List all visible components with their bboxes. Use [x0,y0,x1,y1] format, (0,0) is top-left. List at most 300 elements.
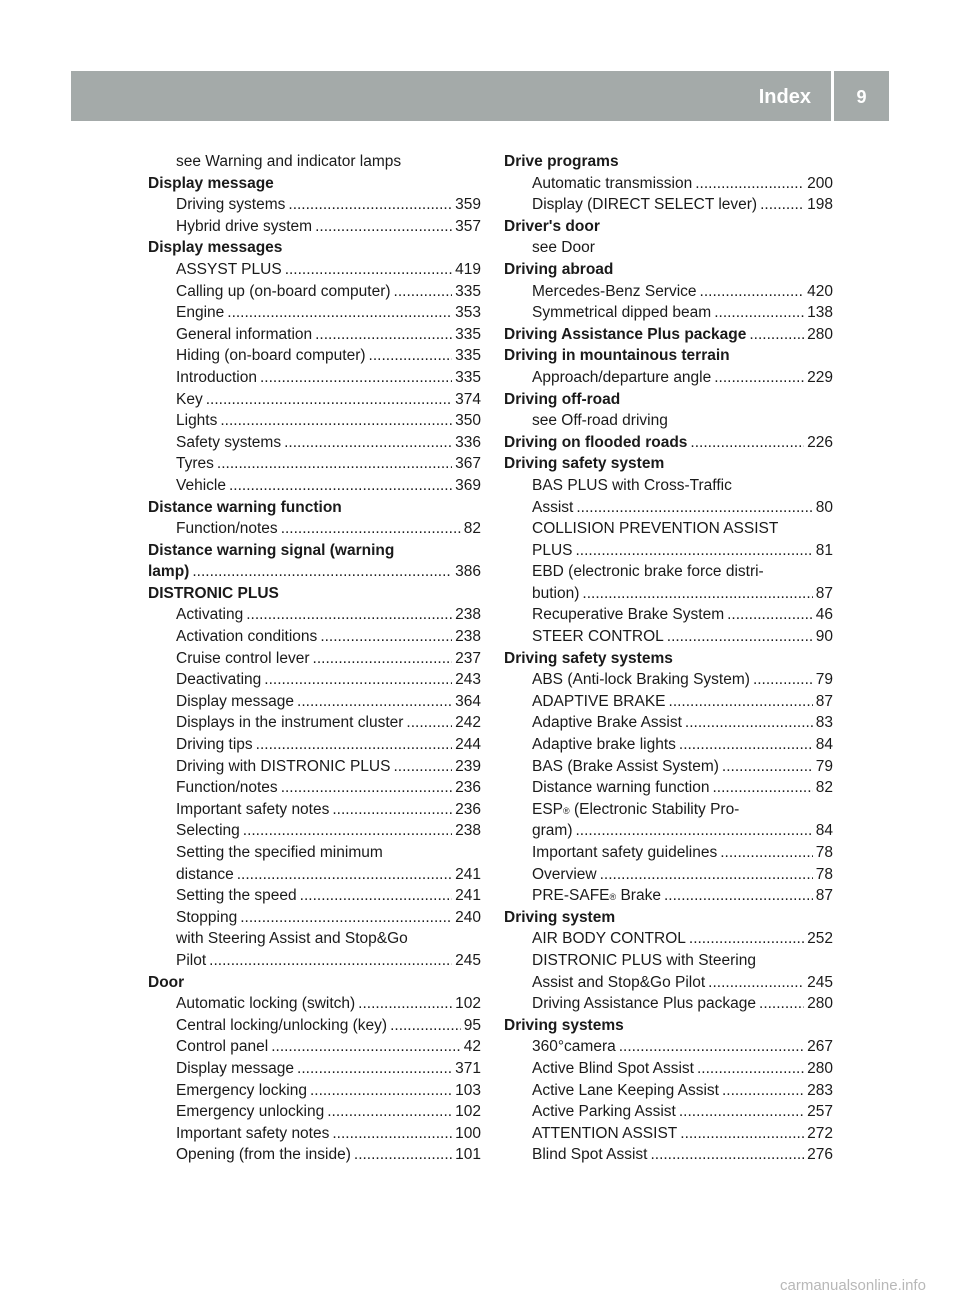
entry-text: Driving tips [176,736,253,754]
page-ref: 276 [807,1146,833,1164]
entry-text: Important safety notes [176,800,330,818]
entry-text: Driving abroad [504,260,614,278]
entry-text: Mercedes-Benz Service [532,282,697,300]
leader-dots [220,410,452,432]
page-ref: 283 [807,1081,833,1099]
index-entry [504,712,833,734]
index-entry [148,281,481,303]
entry-text: Driving system [504,908,616,926]
index-heading [148,497,481,519]
page-ref: 226 [807,433,833,451]
index-heading [148,237,481,259]
leader-dots [727,604,813,626]
leader-dots [297,1058,452,1080]
index-entry [504,820,833,842]
entry-text: Display (DIRECT SELECT lever) [532,196,758,214]
page-number: 9 [856,87,867,107]
index-entry [148,1123,481,1145]
page-ref: 78 [815,844,833,861]
entry-text: Safety systems [176,433,282,451]
leader-dots [664,885,813,907]
page-ref: 335 [455,347,481,365]
index-heading [504,432,833,454]
entry-text: PRE-SAFE [532,887,610,905]
page-ref: 87 [815,584,833,602]
entry-text: Function/notes [176,520,278,538]
leader-dots [669,691,813,713]
page-ref: 90 [815,628,833,646]
leader-dots [685,712,813,734]
index-entry [504,842,833,864]
index-entry [148,777,481,799]
page-ref: 420 [807,282,833,300]
leader-dots [240,907,452,929]
page-ref: 87 [815,887,833,905]
index-heading [504,345,833,367]
leader-dots [256,734,452,756]
entry-text: bution) [532,584,580,602]
index-heading [148,173,481,195]
index-entry [148,1144,481,1166]
entry-text: Adaptive brake lights [532,736,676,754]
index-entry [148,259,481,281]
index-entry [148,302,481,324]
entry-text: Important safety guidelines [532,844,718,861]
entry-text: with Steering Assist and Stop&Go [176,930,408,948]
leader-dots [722,756,813,778]
page-ref: 239 [455,757,481,775]
page-ref: 138 [807,304,833,322]
page-ref: 369 [455,476,481,494]
index-entry [148,475,481,497]
index-heading [148,972,481,994]
leader-dots [227,302,452,324]
page-ref: 237 [455,649,481,667]
page-ref: 198 [807,196,833,214]
index-entry [504,950,833,972]
leader-dots [697,1058,804,1080]
leader-dots [393,756,452,778]
leader-dots [300,885,452,907]
page-ref: 200 [807,174,833,192]
entry-text: Key [176,390,203,408]
leader-dots [406,712,452,734]
entry-text: Overview [532,865,597,883]
entry-text: Symmetrical dipped beam [532,304,712,322]
leader-dots [217,453,452,475]
index-heading [504,453,833,475]
index-entry [148,993,481,1015]
entry-text: Vehicle [176,476,226,494]
page-ref: 374 [455,390,481,408]
page-ref: 79 [815,671,833,689]
entry-text: Assist and Stop&Go Pilot [532,973,706,991]
leader-dots [753,669,813,691]
page-ref: 419 [455,260,481,278]
leader-dots [722,1080,804,1102]
leader-dots [284,432,452,454]
leader-dots [332,1123,452,1145]
page-ref: 46 [815,606,833,624]
entry-text: ESP [532,800,564,818]
leader-dots [271,1036,461,1058]
entry-text: Lights [176,412,218,430]
index-heading [504,151,833,173]
entry-text-cont: Brake [616,887,661,905]
leader-dots [246,604,452,626]
index-entry [148,648,481,670]
entry-text: Driving Assistance Plus package [504,325,747,343]
page-ref: 335 [455,325,481,343]
index-heading [504,907,833,929]
index-heading [504,389,833,411]
entry-text: Setting the speed [176,887,297,905]
page-ref: 238 [455,606,481,624]
entry-text: AIR BODY CONTROL [532,930,686,948]
leader-dots [260,367,452,389]
page-ref: 364 [455,692,481,710]
entry-text: PLUS [532,541,573,559]
page-ref: 353 [455,304,481,322]
index-entry [504,194,833,216]
page-ref: 87 [815,692,833,710]
page-ref: 82 [815,779,833,797]
index-entry [504,972,833,994]
leader-dots [288,194,452,216]
leader-dots [315,324,452,346]
entry-text: Control panel [176,1038,269,1056]
leader-dots [650,1144,804,1166]
index-entry [504,604,833,626]
index-entry [504,1144,833,1166]
index-entry [504,734,833,756]
entry-text: BAS (Brake Assist System) [532,757,719,775]
index-entry [504,626,833,648]
leader-dots [320,626,452,648]
entry-text: Automatic transmission [532,174,693,192]
page-ref: 280 [807,1059,833,1077]
index-heading [504,648,833,670]
page-ref: 350 [455,412,481,430]
leader-dots [667,626,813,648]
entry-text: Recuperative Brake System [532,606,725,624]
entry-text: DISTRONIC PLUS [148,584,279,602]
page-ref: 272 [807,1124,833,1142]
leader-dots [576,540,813,562]
section-title: Index [758,86,811,108]
leader-dots [369,345,453,367]
entry-text: Hiding (on-board computer) [176,347,366,365]
entry-text: Active Parking Assist [532,1103,676,1121]
page-ref: 242 [455,714,481,732]
leader-dots [332,799,452,821]
page-ref: 240 [455,908,481,926]
entry-text: Tyres [176,455,214,473]
entry-text: Stopping [176,908,238,926]
index-entry [504,756,833,778]
page-ref: 371 [455,1059,481,1077]
index-entry [148,432,481,454]
index-entry [504,173,833,195]
index-entry [504,1058,833,1080]
entry-text: Displays in the instrument cluster [176,714,404,732]
leader-dots [243,820,452,842]
entry-text: Display message [176,692,295,710]
index-entry [148,1080,481,1102]
index-entry [148,367,481,389]
entry-text: Driving safety system [504,455,665,473]
entry-text: Deactivating [176,671,262,689]
index-entry: ESP ® (Electronic Stability Pro- [504,799,833,821]
index-entry [504,669,833,691]
leader-dots [281,518,461,540]
page-ref: 359 [455,196,481,214]
index-entry [148,1015,481,1037]
page-ref: 102 [455,995,481,1013]
entry-text: Active Blind Spot Assist [532,1059,694,1077]
entry-text: Active Lane Keeping Assist [532,1081,719,1099]
page-ref: 83 [815,714,833,732]
entry-text: see Warning and indicator lamps [176,153,402,170]
index-entry [504,777,833,799]
leader-dots [229,475,452,497]
leader-dots [708,972,804,994]
entry-text: Hybrid drive system [176,217,313,235]
entry-text: Assist [532,498,574,516]
entry-text: Approach/departure angle [532,368,712,386]
entry-text: Display messages [148,239,283,257]
entry-text: Automatic locking (switch) [176,995,356,1013]
page-ref: 243 [455,671,481,689]
entry-text: Driving Assistance Plus package [532,995,757,1013]
entry-text: General information [176,325,313,343]
entry-text: Activating [176,606,244,624]
page-header [71,71,889,121]
index-entry [148,669,481,691]
index-entry [148,194,481,216]
index-entry [504,475,833,497]
page-ref: 252 [807,930,833,948]
leader-dots [714,367,804,389]
leader-dots [690,432,804,454]
index-entry [504,993,833,1015]
watermark: carmanualsonline.info [780,1277,926,1294]
page-ref: 357 [455,217,481,235]
entry-text: Display message [176,1059,295,1077]
entry-text: Driving off-road [504,390,621,408]
page-ref: 102 [455,1103,481,1121]
page-ref: 42 [463,1038,481,1056]
index-entry [148,950,481,972]
entry-text: lamp) [148,563,190,581]
entry-text: STEER CONTROL [532,628,664,646]
leader-dots [310,1080,452,1102]
page-ref: 78 [815,865,833,883]
index-entry [148,410,481,432]
entry-text: ATTENTION ASSIST [532,1124,678,1142]
index-entry [148,518,481,540]
index-entry [504,410,833,432]
entry-text: Emergency unlocking [176,1103,325,1121]
page-ref: 101 [455,1146,481,1164]
entry-text: Driving systems [176,196,286,214]
page-ref: 238 [455,822,481,840]
page-ref: 336 [455,433,481,451]
entry-text: Engine [176,304,225,322]
index-entry [504,864,833,886]
entry-text: COLLISION PREVENTION ASSIST [532,520,779,538]
page-ref: 236 [455,779,481,797]
index-entry [504,928,833,950]
page-ref: 335 [455,368,481,386]
page-ref: 257 [807,1103,833,1121]
index-heading [504,324,833,346]
leader-dots [680,1123,804,1145]
index-entry [504,497,833,519]
page-ref: 80 [815,498,833,516]
leader-dots [714,302,804,324]
leader-dots [720,842,813,864]
leader-dots [749,324,804,346]
page-ref: 241 [455,887,481,905]
index-entry [148,626,481,648]
index-entry [504,1036,833,1058]
leader-dots [600,864,813,886]
index-entry [148,842,481,864]
entry-text: Driving on flooded roads [504,433,688,451]
index-entry [148,345,481,367]
index-entry [504,367,833,389]
entry-text: ADAPTIVE BRAKE [532,692,666,710]
entry-text: Driver's door [504,217,600,235]
entry-text: Function/notes [176,779,278,797]
index-heading [504,259,833,281]
index-entry [504,1123,833,1145]
index-entry [148,734,481,756]
index-entry [148,691,481,713]
index-entry [504,1101,833,1123]
page-ref: 100 [455,1124,481,1142]
leader-dots [695,173,804,195]
entry-text: Important safety notes [176,1124,330,1142]
leader-dots [285,259,452,281]
leader-dots [576,497,812,519]
entry-text: Setting the specified minimum [176,844,383,861]
leader-dots [760,194,804,216]
entry-text: see Off-road driving [532,412,668,430]
page-ref: 245 [807,973,833,991]
entry-text: Display message [148,174,274,192]
page-ref: 238 [455,628,481,646]
index-entry [148,216,481,238]
index-entry [148,1036,481,1058]
index-entry [504,540,833,562]
index-entry [148,928,481,950]
index-entry [504,281,833,303]
entry-text: Drive programs [504,153,619,170]
index-heading [148,583,481,605]
index-entry [148,864,481,886]
index-entry [148,1101,481,1123]
index-column-right [504,151,833,1166]
index-entry [148,324,481,346]
entry-text: distance [176,865,234,883]
page-ref: 335 [455,282,481,300]
leader-dots [394,281,453,303]
leader-dots [313,648,453,670]
entry-text: Activation conditions [176,628,318,646]
page-ref: 367 [455,455,481,473]
page-ref: 241 [455,865,481,883]
index-entry [148,799,481,821]
index-entry [504,1080,833,1102]
page-ref: 280 [807,995,833,1013]
entry-text: Calling up (on-board computer) [176,282,391,300]
index-heading [148,540,481,562]
entry-text: Introduction [176,368,257,386]
leader-dots [354,1144,452,1166]
entry-text: Distance warning function [148,498,342,516]
index-entry [148,1058,481,1080]
index-entry [148,907,481,929]
index-entry [148,151,481,173]
leader-dots [315,216,452,238]
leader-dots [206,389,452,411]
entry-text: BAS PLUS with Cross-Traffic [532,476,732,494]
entry-text: Driving systems [504,1016,624,1034]
leader-dots [390,1015,461,1037]
index-entry [504,518,833,540]
page-ref: 267 [807,1038,833,1056]
leader-dots [582,583,812,605]
index-entry [148,453,481,475]
index-entry: PRE-SAFE ® Brake ..... 87 [504,885,833,907]
index-entry [504,237,833,259]
leader-dots [689,928,804,950]
entry-text: Cruise control lever [176,649,310,667]
leader-dots [679,1101,804,1123]
leader-dots [281,777,452,799]
entry-text: Distance warning signal (warning [148,541,395,559]
index-entry [504,302,833,324]
entry-text: Distance warning function [532,779,710,797]
index-entry [148,756,481,778]
page-ref: 82 [463,520,481,538]
page-ref: 386 [455,563,481,581]
entry-text: Blind Spot Assist [532,1146,648,1164]
leader-dots [192,561,452,583]
leader-dots [327,1101,452,1123]
entry-text: Central locking/unlocking (key) [176,1016,388,1034]
page-ref: 95 [463,1016,481,1034]
entry-text: Door [148,973,185,991]
page-ref: 103 [455,1081,481,1099]
index-entry [504,583,833,605]
entry-text: Driving safety systems [504,649,673,667]
entry-text: Adaptive Brake Assist [532,714,682,732]
leader-dots [237,864,452,886]
page-ref: 244 [455,736,481,754]
entry-text: Driving in mountainous terrain [504,347,730,365]
entry-text: Selecting [176,822,240,840]
leader-dots [679,734,813,756]
leader-dots [700,281,805,303]
index-entry [148,820,481,842]
leader-dots [209,950,452,972]
page-ref: 84 [815,822,833,840]
index-entry [148,885,481,907]
entry-text: DISTRONIC PLUS with Steering [532,951,756,969]
